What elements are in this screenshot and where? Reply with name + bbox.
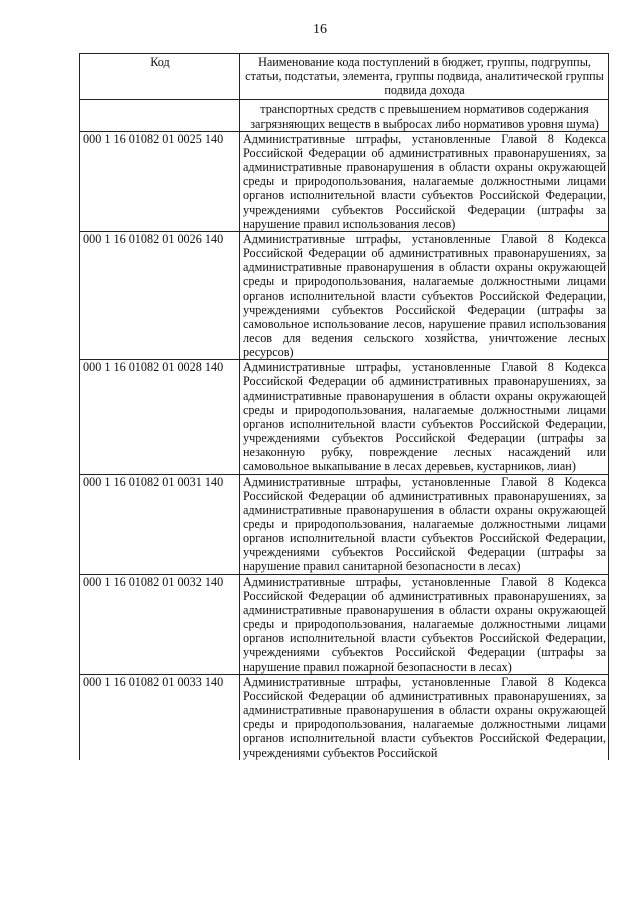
continuation-row	[80, 100, 609, 131]
table-row	[80, 674, 609, 759]
code-cell: 000 1 16 01082 01 0025 140	[80, 131, 240, 231]
table-row	[80, 574, 609, 674]
table-row	[80, 474, 609, 574]
code-cell: 000 1 16 01082 01 0033 140	[80, 674, 240, 759]
name-cell: Административные штрафы, установленные Главой 8 Кодекса Российской Федерации об административных правонарушениях, за административные правонарушения в области охраны окружающей среды и природопользования, налагаемые должностными лицами органов исполнительной власти субъектов Российской Федерации, учреждениями субъектов Российской Федерации (штрафы за нарушение правил пожарной безопасности в лесах)	[240, 574, 609, 674]
table-row	[80, 231, 609, 359]
code-cell: 000 1 16 01082 01 0031 140	[80, 474, 240, 574]
continuation-code-cell	[80, 100, 240, 131]
name-cell: Административные штрафы, установленные Главой 8 Кодекса Российской Федерации об административных правонарушениях, за административные правонарушения в области охраны окружающей среды и природопользования, налагаемые должностными лицами органов исполнительной власти субъектов Российской Федерации, учреждениями субъектов Российской	[240, 674, 609, 759]
column-header-name: Наименование кода поступлений в бюджет, группы, подгруппы, статьи, подстатьи, элемента, группы подвида, аналитической группы подвида дохода	[240, 54, 609, 100]
table-body	[80, 100, 609, 760]
continuation-name-cell: транспортных средств с превышением нормативов содержания загрязняющих веществ в выбросах либо нормативов уровня шума)	[240, 100, 609, 131]
name-cell: Административные штрафы, установленные Главой 8 Кодекса Российской Федерации об административных правонарушениях, за административные правонарушения в области охраны окружающей среды и природопользования, налагаемые должностными лицами органов исполнительной власти субъектов Российской Федерации, учреждениями субъектов Российской Федерации (штрафы за нарушение правил санитарной безопасности в лесах)	[240, 474, 609, 574]
name-cell: Административные штрафы, установленные Главой 8 Кодекса Российской Федерации об административных правонарушениях, за административные правонарушения в области охраны окружающей среды и природопользования, налагаемые должностными лицами органов исполнительной власти субъектов Российской Федерации, учреждениями субъектов Российской Федерации (штрафы за нарушение правил использования лесов)	[240, 131, 609, 231]
code-cell: 000 1 16 01082 01 0026 140	[80, 231, 240, 359]
code-cell: 000 1 16 01082 01 0028 140	[80, 360, 240, 474]
revenue-codes-table	[79, 53, 609, 760]
column-header-code: Код	[80, 54, 240, 100]
code-cell: 000 1 16 01082 01 0032 140	[80, 574, 240, 674]
table-row	[80, 360, 609, 474]
page-number: 16	[313, 22, 327, 37]
header-row	[80, 54, 609, 100]
name-cell: Административные штрафы, установленные Главой 8 Кодекса Российской Федерации об административных правонарушениях, за административные правонарушения в области охраны окружающей среды и природопользования, налагаемые должностными лицами органов исполнительной власти субъектов Российской Федерации, учреждениями субъектов Российской Федерации (штрафы за незаконную рубку, повреждение лесных насаждений или самовольное выкапывание в лесах деревьев, кустарников, лиан)	[240, 360, 609, 474]
table-header	[80, 54, 609, 100]
name-cell: Административные штрафы, установленные Главой 8 Кодекса Российской Федерации об административных правонарушениях, за административные правонарушения в области охраны окружающей среды и природопользования, налагаемые должностными лицами органов исполнительной власти субъектов Российской Федерации, учреждениями субъектов Российской Федерации (штрафы за самовольное использование лесов, нарушение правил использования лесов для ведения сельского хозяйства, уничтожение лесных ресурсов)	[240, 231, 609, 359]
table-row	[80, 131, 609, 231]
